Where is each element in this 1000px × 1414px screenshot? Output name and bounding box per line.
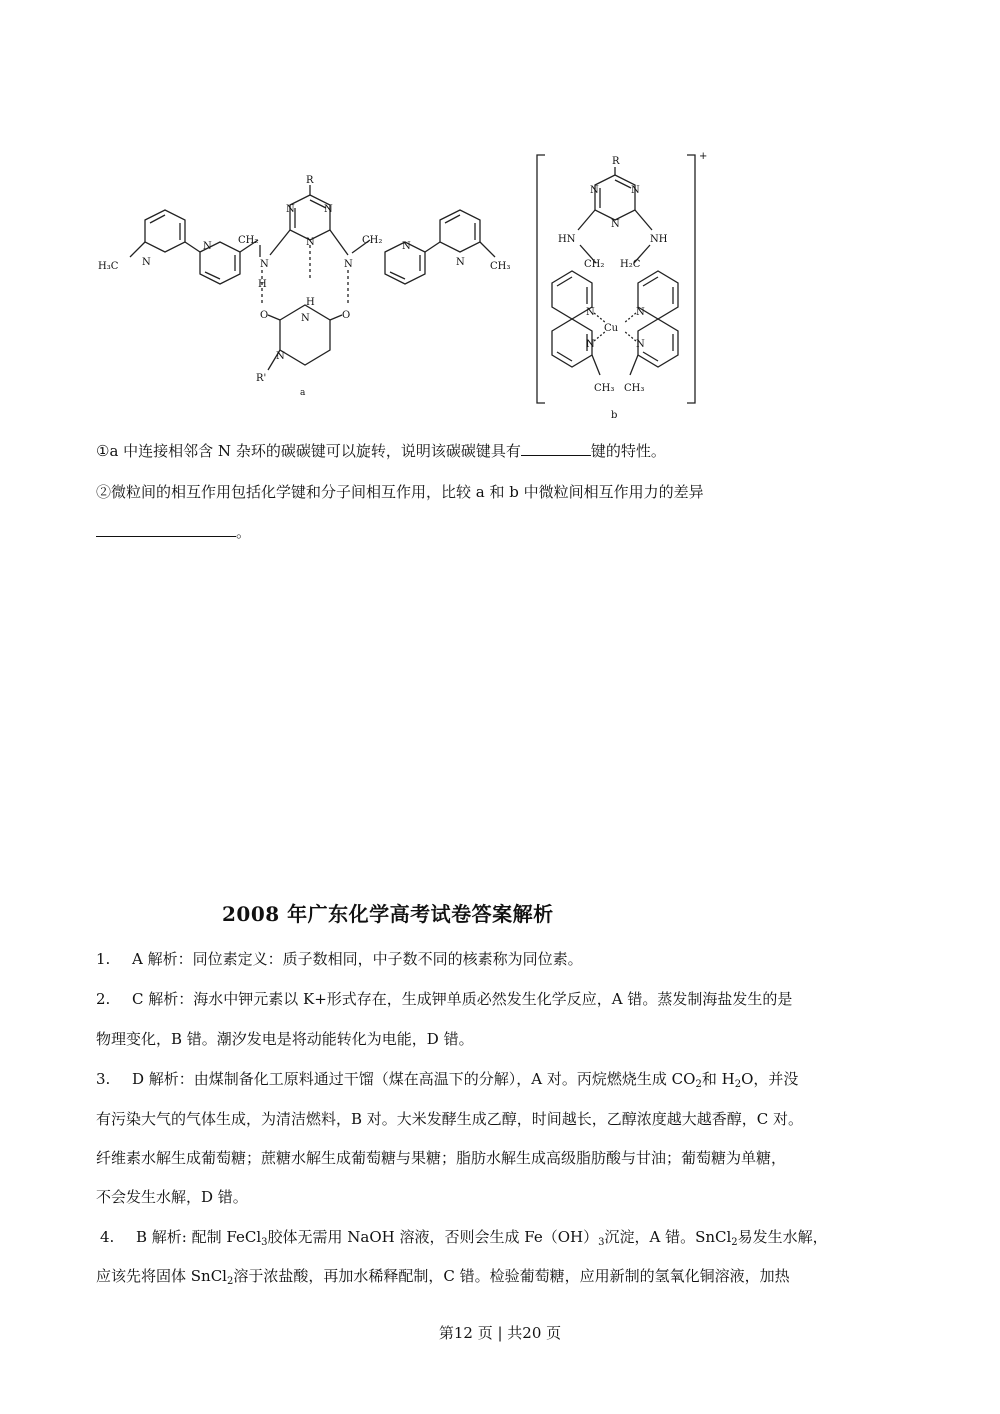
a-ch2-label-1: CH₂ (238, 235, 259, 246)
question-1 (96, 440, 666, 462)
b-r-label: R (612, 156, 620, 167)
a-n-label-2: N (203, 241, 212, 252)
b-n-label-6: N (586, 339, 595, 350)
question-1-text: ①a 中连接相邻含 N 杂环的碳碳键可以旋转，说明该碳碳键具有 (96, 442, 521, 460)
b-hn-label: HN (558, 234, 576, 245)
answers-title: 2008 年广东化学高考试卷答案解析 (222, 902, 554, 926)
answer-blank-2 (96, 522, 236, 537)
b-ch3-label-2: CH₃ (624, 383, 645, 394)
answer-4-line1c: 沉淀，A 错。SnCl (604, 1228, 732, 1246)
answer-4-continuation (96, 1265, 790, 1287)
b-n-label-7: N (636, 339, 645, 350)
chemical-structures-figure (90, 145, 730, 435)
answer-2-number: 2. (96, 990, 111, 1008)
question-2-text: ②微粒间的相互作用包括化学键和分子间相互作用，比较 a 和 b 中微粒间相互作用力的差异 (96, 483, 704, 501)
structure-b (537, 155, 695, 403)
a-h-label-2: H (306, 297, 315, 308)
structure-a (130, 185, 495, 370)
answer-3-number: 3. (96, 1070, 111, 1088)
question-2 (96, 481, 704, 503)
a-h-label-1: H (258, 279, 267, 290)
answer-4-line2a: 应该先将固体 SnCl (96, 1267, 227, 1285)
a-n-label-9: N (456, 257, 465, 268)
b-n-label-5: N (636, 307, 645, 318)
b-n-label-3: N (611, 219, 620, 230)
answer-4-line1d: 易发生水解， (737, 1228, 828, 1246)
a-n-label-3: N (260, 259, 269, 270)
answer-3-sub-h2o: 2 (734, 1079, 742, 1090)
b-charge-label: + (699, 151, 708, 162)
answer-3-continuation-1 (96, 1108, 803, 1130)
answer-1-text: A 解析：同位素定义：质子数相同，中子数不同的核素称为同位素。 (132, 950, 583, 968)
answer-item-1 (96, 948, 583, 970)
a-rp-label: R' (256, 373, 267, 384)
a-ch3-label: CH₃ (490, 261, 511, 272)
page-footer: 第12 页 | 共20 页 (438, 1324, 562, 1342)
structure-b-label: b (611, 410, 618, 421)
answer-4-line1a: B 解析: 配制 FeCl (136, 1228, 262, 1246)
a-n-label-5: N (324, 204, 333, 215)
answer-item-4 (100, 1226, 828, 1248)
answer-3-line1c: O，并没 (741, 1070, 799, 1088)
answer-4-sub-oh3: 3 (598, 1237, 605, 1248)
answer-3-line2: 有污染大气的气体生成，为清洁燃料，B 对。大米发酵生成乙醇，时间越长，乙醇浓度越大越香醇，C 对。 (96, 1110, 804, 1128)
answer-2-continuation (96, 1028, 474, 1050)
a-n-label-6: N (306, 237, 315, 248)
answer-item-2 (96, 988, 792, 1010)
a-ch2-label-2: CH₂ (362, 235, 383, 246)
b-n-label-2: N (631, 185, 640, 196)
question-1-tail: 键的特性。 (590, 442, 666, 460)
a-h3c-label: H₃C (98, 261, 119, 272)
answer-4-number: 4. (100, 1228, 115, 1246)
a-n-label-11: N (276, 351, 285, 362)
b-ch2-label: CH₂ (584, 259, 605, 270)
question-2-end: 。 (236, 523, 252, 541)
answer-4-line1b: 胶体无需用 NaOH 溶液，否则会生成 Fe（OH） (267, 1228, 599, 1246)
answer-3-continuation-2 (96, 1147, 786, 1169)
b-cu-label: Cu (604, 323, 619, 334)
answer-4-sub-fecl3: 3 (261, 1237, 268, 1248)
a-n-label-4: N (286, 204, 295, 215)
b-n-label-1: N (590, 185, 599, 196)
answer-3-line1a: D 解析：由煤制备化工原料通过干馏（煤在高温下的分解），A 对。丙烷燃烧生成 CO (132, 1070, 696, 1088)
answer-4-sub-sncl2-2: 2 (226, 1276, 234, 1287)
answer-4-line2b: 溶于浓盐酸，再加水稀释配制，C 错。检验葡萄糖，应用新制的氢氧化铜溶液，加热 (233, 1267, 790, 1285)
question-2-answer-line (96, 521, 251, 543)
answer-1-number: 1. (96, 950, 111, 968)
answer-3-line1b: 和 H (701, 1070, 735, 1088)
answer-4-sub-sncl2: 2 (731, 1237, 738, 1248)
answer-3-sub-co2: 2 (695, 1079, 702, 1090)
structures-svg (90, 145, 730, 435)
b-h2c-label: H₂C (620, 259, 641, 270)
b-nh-label: NH (650, 234, 668, 245)
a-o-label-2: O (342, 310, 351, 321)
a-r-label: R (306, 175, 314, 186)
a-n-label-1: N (142, 257, 151, 268)
answer-3-line3: 纤维素水解生成葡萄糖；蔗糖水解生成葡萄糖与果糖；脂肪水解生成高级脂肪酸与甘油；葡萄糖为单糖， (96, 1149, 787, 1167)
answer-2-line2: 物理变化，B 错。潮汐发电是将动能转化为电能，D 错。 (96, 1030, 474, 1048)
a-n-label-10: N (301, 313, 310, 324)
answer-blank-1 (521, 441, 591, 456)
answer-2-line1: C 解析：海水中钾元素以 K+形式存在，生成钾单质必然发生化学反应，A 错。蒸发制海盐发生的是 (132, 990, 793, 1008)
b-ch3-label-1: CH₃ (594, 383, 615, 394)
a-n-label-7: N (344, 259, 353, 270)
answer-3-continuation-3 (96, 1186, 248, 1208)
answer-item-3 (96, 1068, 798, 1090)
answer-3-line4: 不会发生水解，D 错。 (96, 1188, 248, 1206)
a-n-label-8: N (402, 241, 411, 252)
structure-a-label: a (300, 388, 306, 398)
b-n-label-4: N (586, 307, 595, 318)
a-o-label-1: O (260, 310, 269, 321)
